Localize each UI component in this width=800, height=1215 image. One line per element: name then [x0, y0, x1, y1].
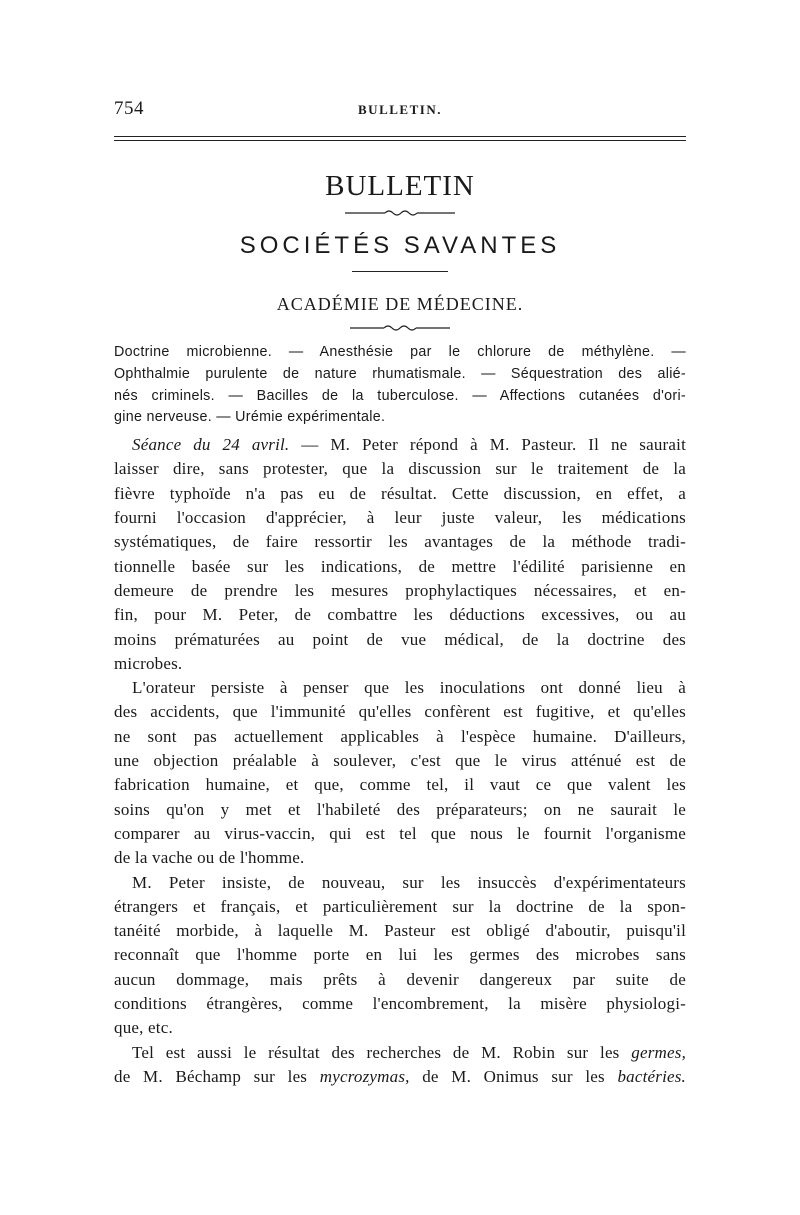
running-title: BULLETIN.	[358, 102, 442, 117]
bacteries-term: bactéries.	[617, 1066, 687, 1086]
academie-heading: ACADÉMIE DE MÉDECINE.	[276, 294, 524, 314]
paragraph-line: tionnelle basée sur les indications, de mettre l'édilité parisienne en	[114, 556, 686, 576]
summary-line: Doctrine microbienne. — Anesthésie par le chlorure de méthylène. —	[114, 344, 686, 360]
societes-savantes-heading: SOCIÉTÉS SAVANTES	[239, 232, 561, 259]
seance-date: 24 avril.	[222, 435, 290, 455]
page-number: 754	[114, 98, 144, 119]
paragraph-line: moins prématurées au point de vue médical, de la doctrine des	[114, 629, 686, 649]
paragraph-line: fabrication humaine, et que, comme tel, il vaut ce que valent les	[114, 775, 686, 795]
bulletin-heading: BULLETIN	[325, 170, 475, 202]
paragraph-line: comparer au virus-vaccin, qui est tel que nous le fournit l'organisme	[114, 823, 686, 843]
article-body	[114, 433, 686, 1089]
paragraph-line: laisser dire, sans protester, que la discussion sur le traitement de la	[114, 459, 686, 479]
paragraph-line: M. Peter insiste, de nouveau, sur les insuccès d'expérimentateurs	[132, 872, 686, 892]
ornament-divider-2	[350, 324, 450, 332]
paragraph-line: une objection préalable à soulever, c'est que le virus atténué est de	[114, 751, 686, 771]
paragraph-line: étrangers et français, et particulièrement sur la doctrine de la spon-	[114, 896, 686, 916]
paragraph-line: soins qu'on y met et l'habileté des préparateurs; on ne saurait le	[114, 799, 686, 819]
paragraph-1	[114, 433, 686, 676]
paragraph-line: fièvre typhoïde n'a pas eu de résultat. Cette discussion, en effet, a	[114, 483, 686, 503]
running-head	[114, 98, 686, 128]
paragraph-line: fourni l'occasion d'apprécier, à leur juste valeur, les médications	[114, 508, 686, 528]
paragraph-line: tanéité morbide, à laquelle M. Pasteur est obligé d'aboutir, puisqu'il	[114, 921, 686, 941]
paragraph-line: reconnaît que l'homme porte en lui les germes des microbes sans	[114, 945, 686, 965]
summary-line: nés criminels. — Bacilles de la tuberculose. — Affections cutanées d'ori-	[114, 387, 686, 404]
short-rule	[352, 271, 448, 272]
summary-line: Ophthalmie purulente de nature rhumatismale. — Séquestration des alié-	[114, 365, 686, 382]
paragraph-line: de M. Béchamp sur les mycrozymas, de M. Onimus sur les bactéries.	[114, 1066, 687, 1086]
paragraph-line: des accidents, que l'immunité qu'elles confèrent est fugitive, et qu'elles	[114, 702, 686, 722]
paragraph-line: fin, pour M. Peter, de combattre les déductions excessives, ou au	[114, 605, 686, 625]
mycrozymas-term: mycrozymas,	[319, 1066, 410, 1086]
germes-term: germes,	[631, 1042, 687, 1062]
paragraph-line: Séance du 24 avril. — M. Peter répond à M. Pasteur. Il ne saurait	[132, 435, 687, 455]
paragraph-line: ne sont pas actuellement applicables à l'espèce humaine. D'ailleurs,	[114, 726, 686, 746]
paragraph-line: demeure de prendre les mesures prophylactiques nécessaires, et en-	[114, 580, 686, 600]
paragraph-line: systématiques, de faire ressortir les avantages de la méthode tradi-	[114, 532, 686, 552]
paragraph-3	[114, 871, 686, 1041]
seance-label: Séance du	[132, 435, 211, 455]
paragraph-line: conditions étrangères, comme l'encombrement, la misère physiologi-	[114, 994, 686, 1014]
paragraph-2	[114, 676, 686, 870]
paragraph-line: microbes.	[114, 653, 183, 673]
session-summary	[114, 342, 686, 429]
paragraph-line: Tel est aussi le résultat des recherches de M. Robin sur les germes,	[132, 1042, 687, 1062]
paragraph-4	[114, 1041, 686, 1090]
document-page	[114, 98, 686, 1089]
paragraph-line: L'orateur persiste à penser que les inoculations ont donné lieu à	[132, 678, 686, 698]
ornament-divider-1	[345, 209, 455, 217]
paragraph-line: aucun dommage, mais prêts à devenir dangereux par suite de	[114, 969, 686, 989]
paragraph-line: que, etc.	[114, 1018, 173, 1038]
header-double-rule	[114, 136, 686, 141]
summary-line: gine nerveuse. — Urémie expérimentale.	[114, 409, 386, 426]
paragraph-line: de la vache ou de l'homme.	[114, 848, 305, 868]
